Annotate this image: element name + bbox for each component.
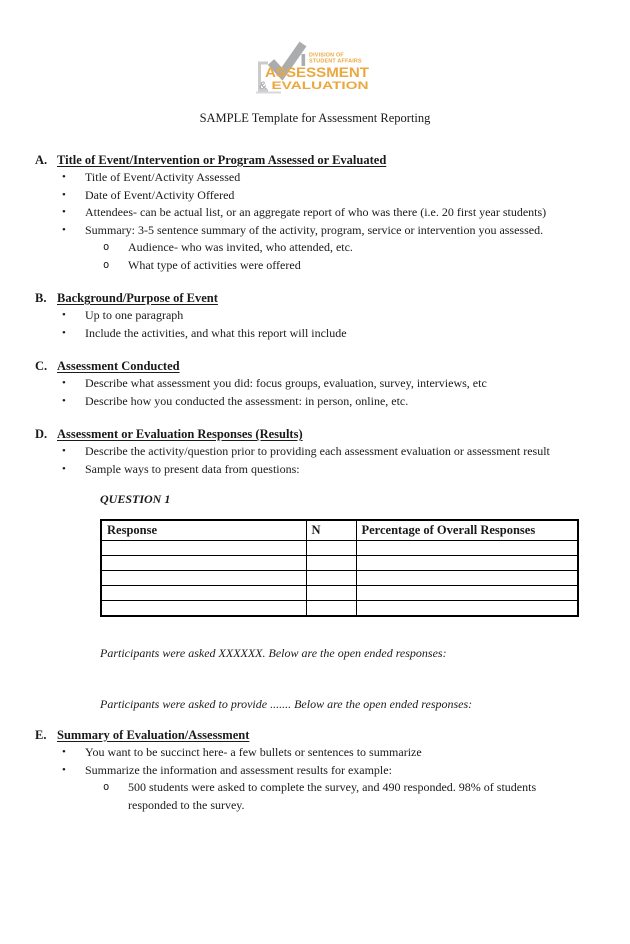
section-e-heading-row	[35, 726, 575, 744]
bullet-icon: •	[62, 462, 66, 475]
table-row	[101, 601, 578, 617]
bullet-icon: •	[62, 746, 66, 758]
question-block	[100, 492, 575, 617]
open-ended-note-1: Participants were asked XXXXXX. Below are the open ended responses:	[100, 646, 447, 660]
bullet-icon: •	[62, 445, 66, 457]
bullet-text: 500 students were asked to complete the survey, and 490 responded. 98% of students responded to the survey.	[128, 780, 537, 812]
bullet-text: Summarize the information and assessment results for example:	[85, 762, 392, 777]
bullet-item	[62, 393, 575, 411]
bullet-icon: •	[62, 377, 66, 389]
open-ended-note-2: Participants were asked to provide ....... Below are the open ended responses:	[100, 696, 473, 711]
bullet-icon: •	[62, 171, 66, 183]
table-row	[101, 541, 578, 556]
section-b-letter: B.	[35, 291, 47, 305]
section-b-heading: Background/Purpose of Event	[57, 291, 218, 305]
bullet-text: Describe the activity/question prior to providing each assessment evaluation or assessment result	[85, 444, 550, 458]
bullet-icon: •	[62, 326, 66, 339]
table-header-row	[101, 520, 578, 541]
section-c-heading-row	[35, 357, 575, 375]
bullet-text: Sample ways to present data from questions:	[85, 461, 300, 476]
bullet-item	[62, 204, 575, 222]
section-c-heading: Assessment Conducted	[57, 359, 180, 373]
table-cell	[101, 586, 306, 601]
bullet-icon: •	[62, 223, 66, 236]
logo-word-evaluation: EVALUATION	[271, 80, 369, 92]
table-cell	[101, 601, 306, 617]
sub-bullet-item	[103, 779, 575, 814]
document-title: SAMPLE Template for Assessment Reporting	[199, 111, 431, 125]
bullet-icon: •	[62, 188, 66, 201]
table-header-n: N	[306, 520, 356, 541]
logo-container	[0, 0, 630, 96]
bullet-item	[62, 443, 575, 461]
bullet-text: What type of activities were offered	[128, 257, 301, 272]
bullet-icon: •	[62, 206, 66, 218]
table-cell	[356, 571, 578, 586]
bullet-text: Describe what assessment you did: focus groups, evaluation, survey, interviews, etc	[85, 376, 487, 390]
section-e-heading: Summary of Evaluation/Assessment	[57, 728, 250, 742]
table-cell	[101, 571, 306, 586]
table-cell	[306, 556, 356, 571]
logo-division-line2: STUDENT AFFAIRS	[309, 58, 362, 65]
section-d-letter: D.	[35, 427, 48, 441]
section-b	[35, 289, 575, 342]
section-e-letter: E.	[35, 728, 47, 742]
bullet-item	[62, 307, 575, 325]
table-cell	[356, 586, 578, 601]
logo-underline-shape	[256, 92, 281, 94]
table-header-response: Response	[101, 520, 306, 541]
bullet-item	[62, 169, 575, 187]
section-d-heading: Assessment or Evaluation Responses (Results)	[57, 427, 303, 441]
table-cell	[306, 601, 356, 617]
section-c-letter: C.	[35, 359, 48, 373]
bullet-icon: •	[62, 394, 66, 407]
bullet-text: Summary: 3-5 sentence summary of the activity, program, service or intervention you assessed.	[85, 222, 544, 237]
sub-bullet-item	[103, 239, 575, 257]
bullet-icon: •	[62, 763, 66, 776]
section-b-heading-row	[35, 289, 575, 307]
section-a-heading-row	[35, 151, 575, 169]
question-label: QUESTION 1	[100, 492, 171, 506]
bullet-item	[62, 762, 575, 780]
table-cell	[101, 556, 306, 571]
table-cell	[306, 571, 356, 586]
bullet-text: Up to one paragraph	[85, 308, 184, 322]
section-a-letter: A.	[35, 153, 48, 167]
circle-bullet-icon: o	[103, 241, 110, 253]
document-body	[0, 151, 630, 814]
table-cell	[306, 586, 356, 601]
section-c	[35, 357, 575, 410]
bullet-item	[62, 375, 575, 393]
table-row	[101, 556, 578, 571]
bullet-icon: •	[62, 309, 66, 321]
bullet-item	[62, 744, 575, 762]
section-a	[35, 151, 575, 274]
section-a-heading: Title of Event/Intervention or Program Assessed or Evaluated	[57, 153, 387, 167]
bullet-text: Attendees- can be actual list, or an aggregate report of who was there (i.e. 20 first year students)	[85, 205, 547, 219]
section-d	[35, 425, 575, 713]
table-header-percentage: Percentage of Overall Responses	[356, 520, 578, 541]
table-cell	[356, 601, 578, 617]
bullet-text: Audience- who was invited, who attended, etc.	[128, 240, 353, 254]
circle-bullet-icon: o	[103, 258, 110, 271]
response-table	[100, 519, 579, 617]
assessment-evaluation-logo	[252, 37, 378, 96]
table-cell	[356, 541, 578, 556]
section-d-heading-row	[35, 425, 575, 443]
bullet-item	[62, 222, 575, 240]
table-cell	[356, 556, 578, 571]
bullet-item	[62, 325, 575, 343]
logo-ampersand: &	[259, 80, 267, 92]
bullet-text: Include the activities, and what this report will include	[85, 325, 347, 340]
logo-division-line1: DIVISION OF	[309, 52, 344, 59]
bullet-text: Describe how you conducted the assessment: in person, online, etc.	[85, 393, 409, 408]
table-cell	[306, 541, 356, 556]
bullet-text: Title of Event/Activity Assessed	[85, 170, 241, 184]
circle-bullet-icon: o	[103, 781, 110, 793]
bullet-item	[62, 461, 575, 479]
bullet-item	[62, 187, 575, 205]
table-row	[101, 586, 578, 601]
sub-bullet-item	[103, 257, 575, 275]
bullet-text: You want to be succinct here- a few bullets or sentences to summarize	[85, 745, 422, 759]
table-cell	[101, 541, 306, 556]
section-e	[35, 726, 575, 814]
bullet-text: Date of Event/Activity Offered	[85, 187, 235, 202]
logo-word-assessment: ASSESSMENT	[265, 65, 370, 80]
table-row	[101, 571, 578, 586]
